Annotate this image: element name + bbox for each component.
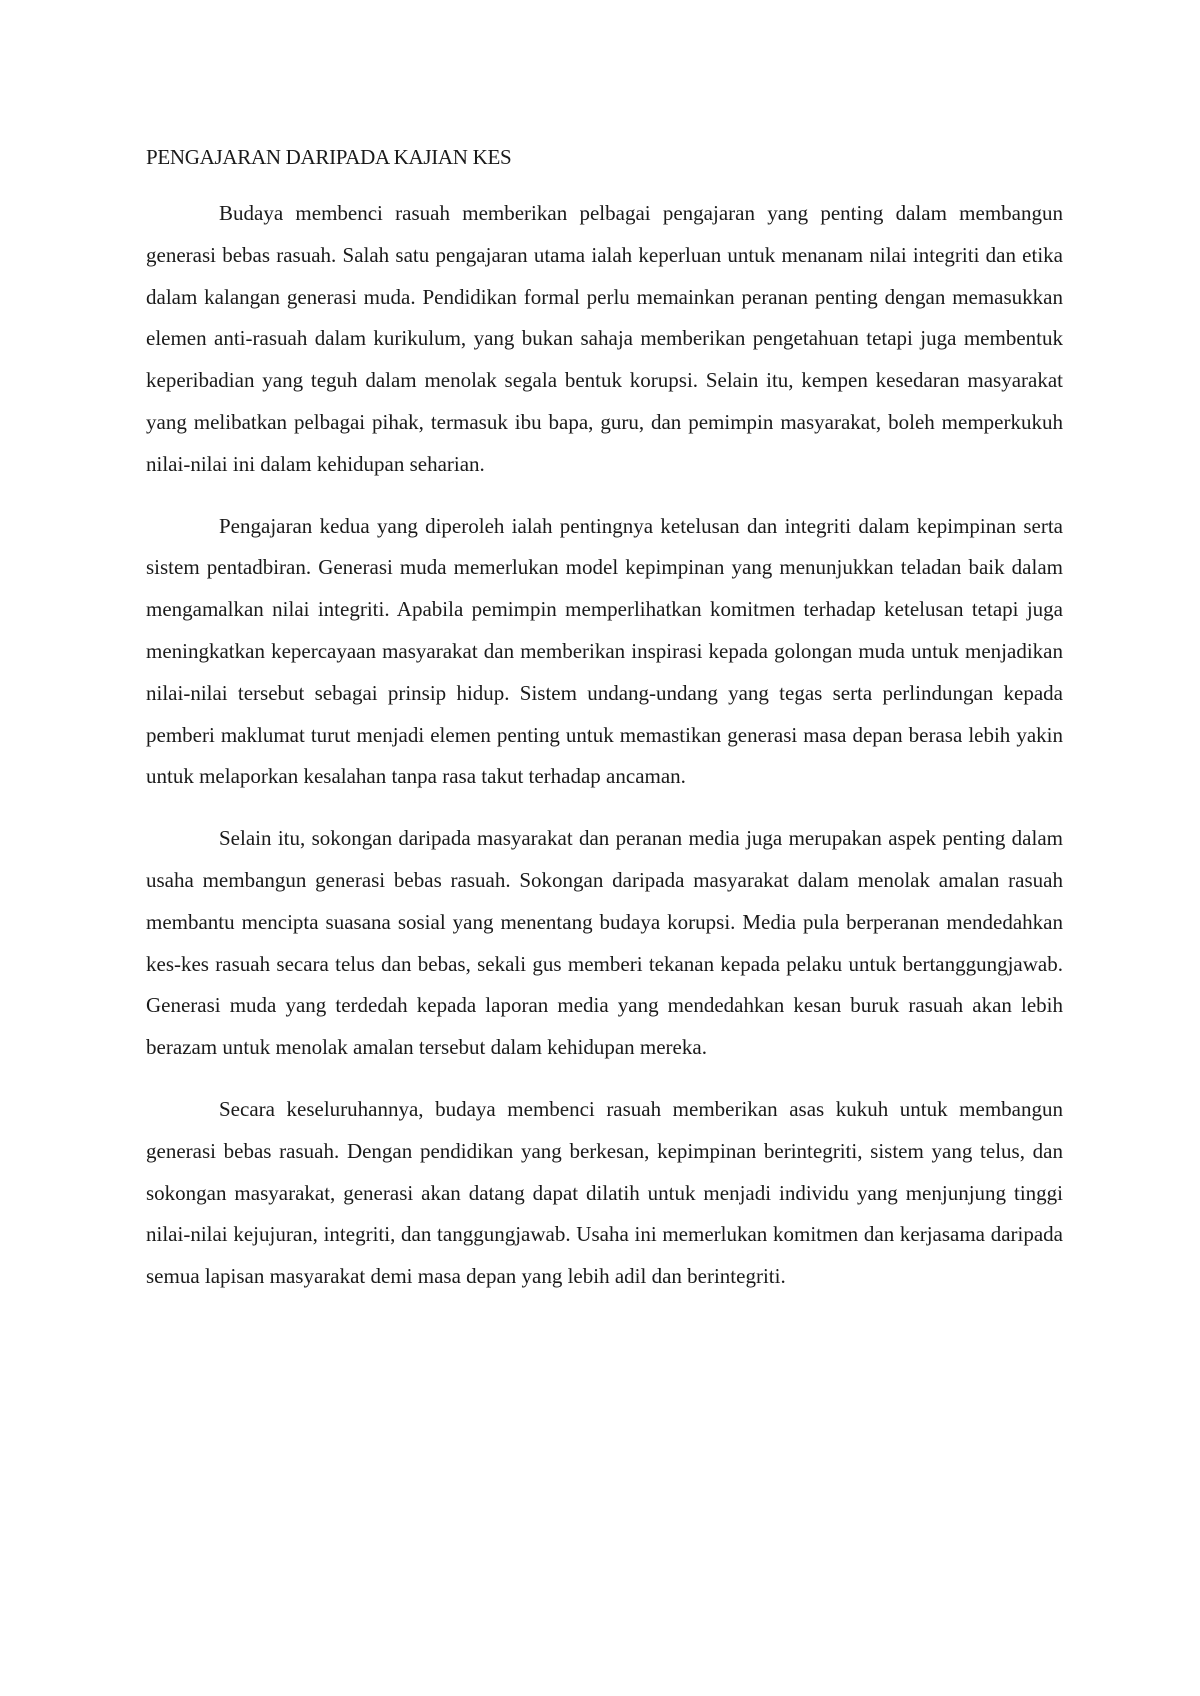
document-title: PENGAJARAN DARIPADA KAJIAN KES: [146, 145, 512, 169]
paragraph-lesson-one: Budaya membenci rasuah memberikan pelbagai pengajaran yang penting dalam membangun generasi bebas rasuah. Salah satu pengajaran utama ialah keperluan untuk menanam nilai integriti dan etika dalam kalangan generasi muda. Pendidikan formal perlu memainkan peranan penting dengan memasukkan elemen anti-rasuah dalam kurikulum, yang bukan sahaja memberikan pengetahuan tetapi juga membentuk keperibadian yang teguh dalam menolak segala bentuk korupsi. Selain itu, kempen kesedaran masyarakat yang melibatkan pelbagai pihak, termasuk ibu bapa, guru, dan pemimpin masyarakat, boleh memperkukuh nilai-nilai ini dalam kehidupan seharian.: [146, 201, 1063, 476]
paragraph-lesson-two: Pengajaran kedua yang diperoleh ialah pentingnya ketelusan dan integriti dalam kepimpinan serta sistem pentadbiran. Generasi muda memerlukan model kepimpinan yang menunjukkan teladan baik dalam mengamalkan nilai integriti. Apabila pemimpin memperlihatkan komitmen terhadap ketelusan tetapi juga meningkatkan kepercayaan masyarakat dan memberikan inspirasi kepada golongan muda untuk menjadikan nilai-nilai tersebut sebagai prinsip hidup. Sistem undang-undang yang tegas serta perlindungan kepada pemberi maklumat turut menjadi elemen penting untuk memastikan generasi masa depan berasa lebih yakin untuk melaporkan kesalahan tanpa rasa takut terhadap ancaman.: [146, 513, 1063, 789]
paragraph-community-media: Selain itu, sokongan daripada masyarakat dan peranan media juga merupakan aspek penting dalam usaha membangun generasi bebas rasuah. Sokongan daripada masyarakat dalam menolak amalan rasuah membantu mencipta suasana sosial yang menentang budaya korupsi. Media pula berperanan mendedahkan kes-kes rasuah secara telus dan bebas, sekali gus memberi tekanan kepada pelaku untuk bertanggungjawab. Generasi muda yang terdedah kepada laporan media yang mendedahkan kesan buruk rasuah akan lebih berazam untuk menolak amalan tersebut dalam kehidupan mereka.: [146, 826, 1063, 1060]
paragraph-conclusion: Secara keseluruhannya, budaya membenci rasuah memberikan asas kukuh untuk membangun generasi bebas rasuah. Dengan pendidikan yang berkesan, kepimpinan berintegriti, sistem yang telus, dan sokongan masyarakat, generasi akan datang dapat dilatih untuk menjadi individu yang menjunjung tinggi nilai-nilai kejujuran, integriti, dan tanggungjawab. Usaha ini memerlukan komitmen dan kerjasama daripada semua lapisan masyarakat demi masa depan yang lebih adil dan berintegriti.: [146, 1096, 1063, 1289]
